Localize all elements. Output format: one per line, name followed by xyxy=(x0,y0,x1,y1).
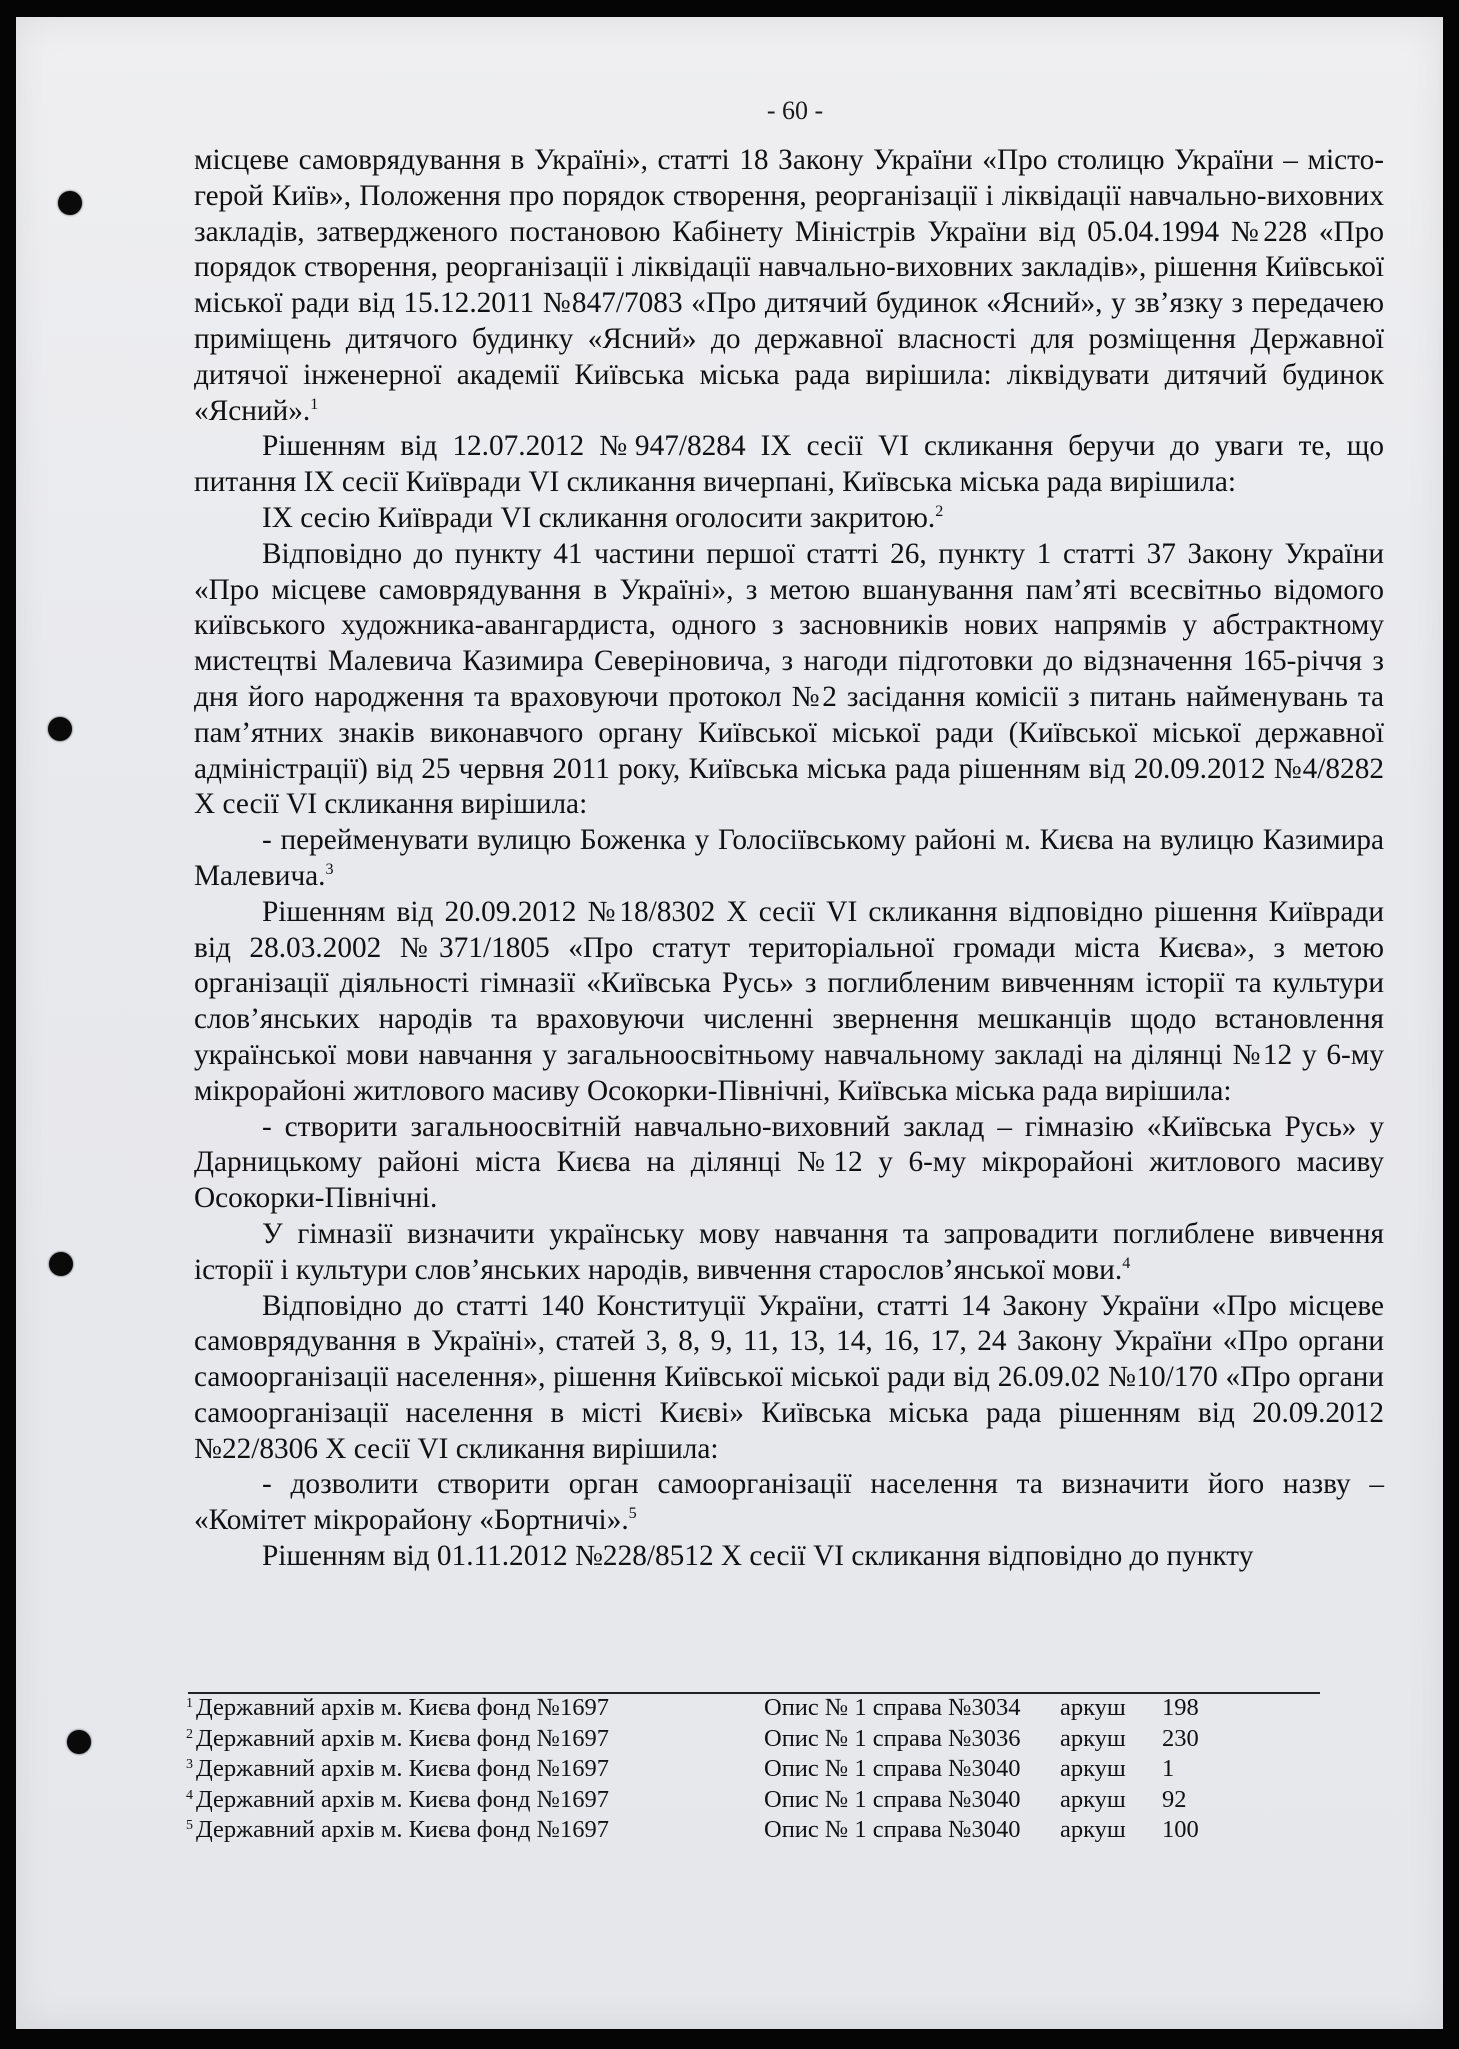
paragraph-text: - створити загальноосвітній навчально-виховний заклад – гімназію «Київська Русь» у Дарницькому районі міста Києва на ділянці №12 у 6-му мікрорайоні житлового масиву Осокорки-Північні. xyxy=(194,1110,1384,1215)
footnote-ref: 2 xyxy=(935,503,944,521)
footnote-inventory: Опис № 1 справа №3040 xyxy=(764,1755,1021,1783)
punch-hole xyxy=(67,1730,91,1754)
footnote-inventory: Опис № 1 справа №3034 xyxy=(764,1694,1021,1721)
punch-hole xyxy=(49,1252,73,1276)
footnote-archive: Державний архів м. Києва фонд №1697 xyxy=(196,1694,610,1721)
paragraph xyxy=(194,895,1384,1110)
footnote-sheet-number: 230 xyxy=(1162,1724,1199,1752)
paragraph xyxy=(194,823,1384,895)
footnote-archive: Державний архів м. Києва фонд №1697 xyxy=(196,1755,610,1783)
paragraph-text: - дозволити створити орган самоорганізації населення та визначити його назву – «Комітет мікрорайону «Бортничі». xyxy=(194,1468,1384,1537)
footnote-number: 5 xyxy=(186,1818,193,1834)
footnote-inventory: Опис № 1 справа №3040 xyxy=(764,1785,1021,1813)
footnote-row xyxy=(186,1754,1286,1785)
page-number: - 60 - xyxy=(766,96,824,125)
document-body xyxy=(194,143,1384,1575)
footnote-number: 3 xyxy=(186,1757,193,1773)
paragraph-text: У гімназії визначити українську мову навчання та запровадити поглиблене вивчення історії і культури слов’янських народів, вивчення старослов’янської мови. xyxy=(194,1217,1384,1286)
footnote-sheet-label: аркуш xyxy=(1060,1785,1126,1813)
footnote-number: 2 xyxy=(186,1726,193,1742)
paragraph xyxy=(194,537,1384,823)
footnote-ref: 5 xyxy=(628,1505,637,1523)
footnote-sheet-label: аркуш xyxy=(1060,1694,1126,1721)
paragraph xyxy=(194,1110,1384,1217)
punch-hole xyxy=(48,717,72,741)
footnote-ref: 4 xyxy=(1122,1254,1131,1272)
paragraph xyxy=(194,143,1384,429)
paragraph xyxy=(194,1217,1384,1289)
footnote-ref: 1 xyxy=(310,395,319,413)
paragraph xyxy=(194,1539,1384,1575)
footnote-archive: Державний архів м. Києва фонд №1697 xyxy=(196,1816,610,1844)
footnote-sheet-label: аркуш xyxy=(1060,1755,1126,1783)
paragraph-text: Рішенням від 20.09.2012 №18/8302 X сесії VI скликання відповідно рішення Київради від 28.03.2002 №371/1805 «Про статут територіальної громади міста Києва», з метою організації діяльності гімназії «Київська Русь» з поглибленим вивченням історії та культури слов’янських народів та враховуючи численні звернення мешканців щодо встановлення української мови навчання у загальноосвітньому навчальному закладі на ділянці №12 у 6-му мікрорайоні житлового масиву Осокорки-Північні, Київська міська рада вирішила: xyxy=(194,895,1384,1107)
footnote-row xyxy=(186,1815,1286,1846)
footnotes xyxy=(186,1693,1286,1846)
paragraph xyxy=(194,1467,1384,1539)
footnote-archive: Державний архів м. Києва фонд №1697 xyxy=(196,1785,610,1813)
punch-hole xyxy=(58,191,82,215)
paragraph-text: IX сесію Київради VI скликання оголосити закритою. xyxy=(262,501,936,534)
paragraph xyxy=(194,1289,1384,1468)
footnote-sheet-label: аркуш xyxy=(1060,1816,1126,1844)
footnote-row xyxy=(186,1724,1286,1755)
paragraph-text: місцеве самоврядування в Україні», статті 18 Закону України «Про столицю України – місто-герой Київ», Положення про порядок створення, реорганізації і ліквідації навчально-виховних закладів, затвердженого постановою Кабінету Міністрів України від 05.04.1994 №228 «Про порядок створення, реорганізації і ліквідації навчально-виховних закладів», рішення Київської міської ради від 15.12.2011 №847/7083 «Про дитячий будинок «Ясний», у зв’язку з передачею приміщень дитячого будинку «Ясний» до державної власності для розміщення Державної дитячої інженерної академії Київська міська рада вирішила: ліквідувати дитячий будинок «Ясний». xyxy=(194,144,1384,427)
footnote-number: 1 xyxy=(186,1696,193,1711)
footnote-number: 4 xyxy=(186,1787,193,1803)
footnote-sheet-number: 100 xyxy=(1162,1816,1199,1844)
paragraph-text: Рішенням від 12.07.2012 №947/8284 IX сесії VI скликання беручи до уваги те, що питання IX сесії Київради VI скликання вичерпані, Київська міська рада вирішила: xyxy=(194,430,1384,499)
paragraph-text: Відповідно до статті 140 Конституції України, статті 14 Закону України «Про місцеве самоврядування в Україні», статей 3, 8, 9, 11, 13, 14, 16, 17, 24 Закону України «Про органи самоорганізації населення», рішення Київської міської ради від 26.09.02 №10/170 «Про органи самоорганізації населення в місті Києві» Київська міська рада рішенням від 20.09.2012 №22/8306 X сесії VI скликання вирішила: xyxy=(194,1289,1384,1465)
footnote-inventory: Опис № 1 справа №3040 xyxy=(764,1816,1021,1844)
footnote-sheet-label: аркуш xyxy=(1060,1724,1126,1752)
paragraph-text: Рішенням від 01.11.2012 №228/8512 X сесії VI скликання відповідно до пункту xyxy=(262,1540,1254,1573)
footnote-row xyxy=(186,1785,1286,1816)
paragraph-text: Відповідно до пункту 41 частини першої статті 26, пункту 1 статті 37 Закону України «Про місцеве самоврядування в Україні», з метою вшанування пам’яті всесвітньо відомого київського художника-авангардиста, одного з засновників нових напрямів у абстрактному мистецтві Малевича Казимира Северіновича, з нагоди підготовки до відзначення 165-річчя з дня його народження та враховуючи протокол №2 засідання комісії з питань найменувань та пам’ятних знаків виконавчого органу Київської міської ради (Київської міської державної адміністрації) від 25 червня 2011 року, Київська міська рада рішенням від 20.09.2012 №4/8282 X сесії VI скликання вирішила: xyxy=(194,537,1384,821)
footnote-ref: 3 xyxy=(325,861,334,879)
footnote-sheet-number: 198 xyxy=(1162,1694,1199,1721)
footnote-inventory: Опис № 1 справа №3036 xyxy=(764,1724,1021,1752)
paragraph-text: - перейменувати вулицю Боженка у Голосіївському районі м. Києва на вулицю Казимира Малевича. xyxy=(194,824,1384,892)
footnote-archive: Державний архів м. Києва фонд №1697 xyxy=(196,1724,610,1752)
footnote-row xyxy=(186,1693,1286,1724)
footnote-sheet-number: 1 xyxy=(1162,1755,1175,1783)
footnote-sheet-number: 92 xyxy=(1162,1785,1187,1813)
paragraph xyxy=(194,429,1384,501)
paragraph xyxy=(194,501,1384,537)
